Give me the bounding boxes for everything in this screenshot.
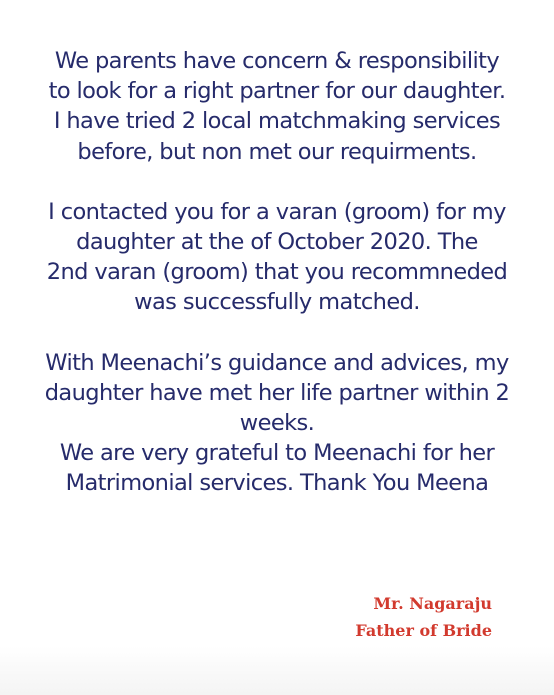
text-line: weeks. xyxy=(239,410,315,437)
signature-name: Mr. Nagaraju xyxy=(373,594,492,613)
text-line: 2nd varan (groom) that you recommneded xyxy=(46,259,508,286)
signature-block xyxy=(355,590,492,644)
testimonial-text xyxy=(20,46,534,499)
text-line: before, but non met our requirments. xyxy=(77,138,477,165)
text-line: to look for a right partner for our daughter. xyxy=(48,78,506,105)
text-line: We are very grateful to Meenachi for her xyxy=(59,440,495,467)
testimonial-paragraph-3 xyxy=(20,348,534,499)
text-line: We parents have concern & responsibility xyxy=(54,48,500,74)
paragraph-spacer xyxy=(20,167,534,197)
text-line: With Meenachi’s guidance and advices, my xyxy=(45,349,509,376)
testimonial-paragraph-1 xyxy=(20,46,534,167)
text-line: Matrimonial services. Thank You Meena xyxy=(65,470,489,497)
text-line: I have tried 2 local matchmaking services xyxy=(53,108,501,135)
paragraph-spacer xyxy=(20,318,534,348)
text-line: I contacted you for a varan (groom) for my xyxy=(48,198,506,225)
testimonial-paragraph-2 xyxy=(20,197,534,318)
text-line: was successfully matched. xyxy=(134,289,420,316)
text-line: daughter have met her life partner within 2 xyxy=(44,379,510,406)
text-line: daughter at the of October 2020. The xyxy=(76,229,478,256)
signature-role: Father of Bride xyxy=(355,621,492,640)
